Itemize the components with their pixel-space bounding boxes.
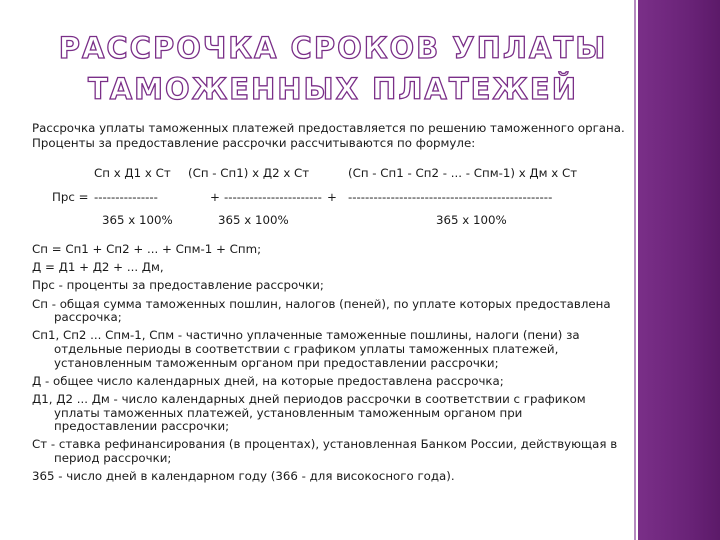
title-line-2: ТАМОЖЕННЫХ ПЛАТЕЖЕЙ: [87, 72, 579, 106]
title-line-1: РАССРОЧКА СРОКОВ УПЛАТЫ: [58, 31, 608, 65]
definition-item: Сп - общая сумма таможенных пошлин, налогов (пеней), по уплате которых предоставлена рассрочка;: [32, 296, 611, 325]
side-divider: [634, 0, 636, 540]
intro-paragraph: Рассрочка уплаты таможенных платежей предоставляется по решению таможенного органа. Проценты за предоставление рассрочки рассчитываются по формуле:: [32, 121, 625, 150]
formula-plus-2: +: [327, 190, 337, 204]
definition-item: Ст - ставка рефинансирования (в процентах), установленная Банком России, действующая в период рассрочки;: [32, 437, 618, 465]
formula-denominator-3: 365 х 100%: [436, 213, 507, 227]
formula-lhs: Прс =: [52, 190, 89, 204]
formula-plus-1: +: [210, 190, 220, 204]
formula-numerator-2: (Сп - Сп1) х Д2 х Ст: [188, 166, 310, 180]
definition-item: 365 - число дней в календарном году (366 - для високосного года).: [32, 469, 455, 484]
slide-title: [40, 28, 626, 110]
formula: [32, 166, 628, 232]
definition-item: Д = Д1 + Д2 + ... Дм,: [32, 260, 164, 275]
formula-fraction-bar-3: ------------------------------------------------: [348, 190, 553, 204]
decorative-side-bar: [638, 0, 720, 540]
definition-item: Прс - проценты за предоставление рассрочки;: [32, 278, 324, 293]
definition-item: Сп = Сп1 + Сп2 + ... + Спм-1 + Спm;: [32, 242, 262, 256]
formula-numerator-1: Сп х Д1 х Ст: [94, 166, 171, 180]
definition-item: Сп1, Сп2 ... Спм-1, Спм - частично уплаченные таможенные пошлины, налоги (пени) за отдельные периоды в соответствии с графиком уплаты таможенных платежей, установленным таможенным органом при предоставлении рассрочки;: [32, 328, 580, 370]
definition-item: Д - общее число календарных дней, на которые предоставлена рассрочка;: [32, 373, 504, 388]
formula-numerator-3: (Сп - Сп1 - Сп2 - ... - Спм-1) х Дм х Ст: [348, 166, 578, 180]
formula-fraction-bar-1: ---------------: [94, 190, 158, 204]
formula-denominator-1: 365 х 100%: [102, 213, 173, 227]
definition-item: Д1, Д2 ... Дм - число календарных дней периодов рассрочки в соответствии с графиком уплаты таможенных платежей, установленным таможенным органом при предоставлении рассрочки;: [32, 391, 586, 434]
formula-fraction-bar-2: -----------------------: [224, 190, 322, 204]
definitions-list: [32, 243, 628, 488]
formula-denominator-2: 365 х 100%: [218, 213, 289, 227]
